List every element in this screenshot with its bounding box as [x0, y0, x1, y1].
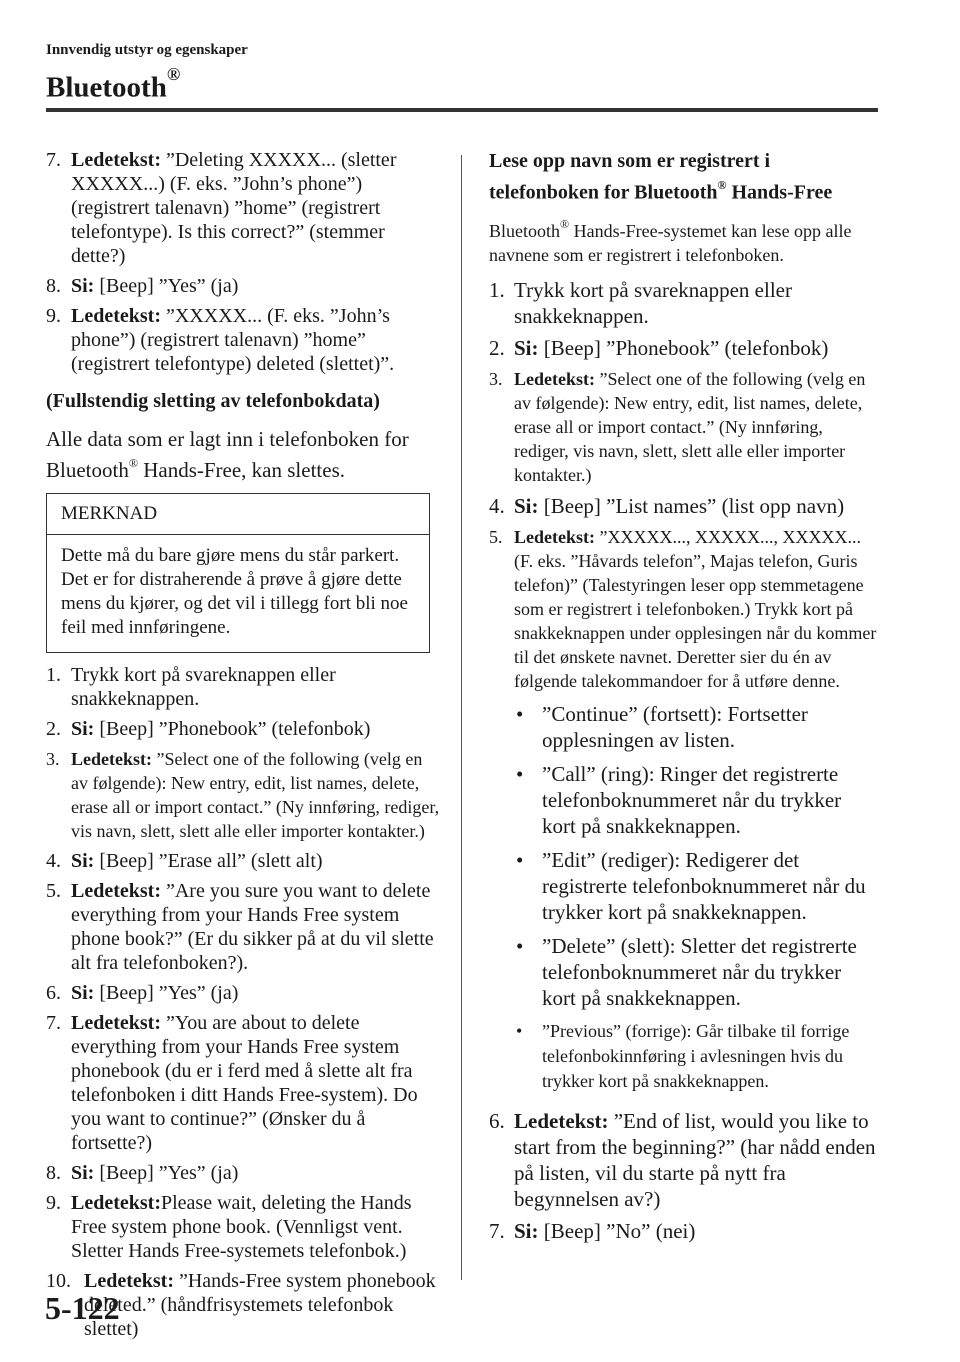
step-item: 7. Ledetekst: ”You are about to delete everything from your Hands Free system phonebook (du er i ferd med å slette alt fra telefonboken i ditt Hands Free-system). Do you want to continue?” (Ønsker du å fortsette?): [46, 1012, 418, 1154]
bullet-item: • ”Delete” (slett): Sletter det registrerte telefonboknummeret når du trykker kort på snakkeknappen.: [516, 933, 857, 1010]
step-item: 5. Ledetekst: ”Are you sure you want to delete everything from your Hands Free system phone book?” (Er du sikker på at du vil slette alt fra telefonboken?).: [46, 880, 434, 974]
step-item: 4. Si: [Beep] ”Erase all” (slett alt): [46, 850, 323, 872]
bullet-item: • ”Call” (ring): Ringer det registrerte telefonboknummeret når du trykker kort på snakkeknappen.: [516, 761, 842, 838]
step-item: 10. Ledetekst: ”Hands-Free system phonebook deleted.” (håndfrisystemets telefonbok slettet): [46, 1270, 436, 1340]
note-title: MERKNAD: [47, 494, 429, 535]
step-item: 1. Trykk kort på svareknappen eller snakkeknappen.: [489, 277, 792, 328]
header-rule: [46, 108, 878, 112]
right-column: [489, 148, 880, 1244]
step-item: 1. Trykk kort på svareknappen eller snakkeknappen.: [46, 664, 336, 710]
bullet-item: • ”Edit” (rediger): Redigerer det registrerte telefonboknummeret når du trykker kort på snakkeknappen.: [516, 847, 866, 924]
subsection-heading: (Fullstendig sletting av telefonbokdata): [46, 390, 380, 412]
intro-paragraph: Bluetooth® Hands-Free-systemet kan lese opp alle navnene som er registrert i telefonboken.: [489, 216, 852, 265]
section-label: Innvendig utstyr og egenskaper: [46, 42, 248, 58]
bullet-item: • ”Previous” (forrige): Går tilbake til forrige telefonbokinnføring i avlesningen hvis du trykker kort på snakkeknappen.: [516, 1020, 850, 1091]
step-item: 2. Si: [Beep] ”Phonebook” (telefonbok): [46, 718, 371, 740]
step-item: 4. Si: [Beep] ”List names” (list opp navn): [489, 493, 845, 518]
subsection-heading: Lese opp navn som er registrert i telefonboken for Bluetooth® Hands-Free: [489, 150, 833, 204]
step-item: 7. Si: [Beep] ”No” (nei): [489, 1218, 696, 1243]
step-item: 2. Si: [Beep] ”Phonebook” (telefonbok): [489, 335, 829, 360]
step-item: 9. Ledetekst:Please wait, deleting the Hands Free system phone book. (Vennligst vent. Sletter Hands Free-systemets telefonbok.): [46, 1192, 412, 1262]
step-item: 8. Si: [Beep] ”Yes” (ja): [46, 275, 239, 297]
step-item: 8. Si: [Beep] ”Yes” (ja): [46, 1162, 239, 1184]
note-text: Dette må du bare gjøre mens du står parkert. Det er for distraherende å prøve å gjøre dette mens du kjører, og det vil i tillegg fort bli noe feil med innføringene.: [61, 545, 408, 638]
step-item: 7. Ledetekst: ”Deleting XXXXX... (sletter XXXXX...) (F. eks. ”John’s phone”) (registrert talenavn) ”home” (registrert telefontype). Is this correct?” (stemmer dette?): [46, 149, 397, 267]
step-item: 9. Ledetekst: ”XXXXX... (F. eks. ”John’s phone”) (registrert talenavn) ”home” (registrert telefontype) deleted (slettet)”.: [46, 305, 395, 375]
step-item: 6. Ledetekst: ”End of list, would you like to start from the beginning?” (har nådd enden på listen, vil du starte på nytt fra begynnelsen av?): [489, 1108, 876, 1211]
left-column: [46, 148, 442, 1341]
bullet-item: • ”Continue” (fortsett): Fortsetter opplesningen av listen.: [516, 701, 808, 752]
step-item: 5. Ledetekst: ”XXXXX..., XXXXX..., XXXXX... (F. eks. ”Håvards telefon”, Majas telefon, Guris telefon)” (Talestyringen leser opp stemmetagene som er registrert i telefonboken.) Trykk kort på snakkeknappen under opplesingen når du kommer til det ønskete navnet. Deretter sier du én av følgende talekommandoer for å utføre denne.: [489, 526, 877, 691]
page-title: Bluetooth®: [46, 64, 181, 104]
note-box: [46, 493, 430, 653]
intro-paragraph: Alle data som er lagt inn i telefonboken for Bluetooth® Hands-Free, kan slettes.: [46, 427, 409, 482]
column-divider: [461, 155, 462, 1280]
page-number: 5-122: [45, 1290, 120, 1326]
registered-mark: ®: [166, 64, 181, 84]
step-item: 6. Si: [Beep] ”Yes” (ja): [46, 982, 239, 1004]
step-item: 3. Ledetekst: ”Select one of the following (velg en av følgende): New entry, edit, list names, delete, erase all or import contact.” (Ny innføring, rediger, vis navn, slett, slett alle eller importer kontakter.): [489, 368, 866, 485]
step-item: 3. Ledetekst: ”Select one of the following (velg en av følgende): New entry, edit, list names, delete, erase all or import contact.” (Ny innføring, rediger, vis navn, slett, slett alle eller importer kontakter.): [46, 749, 440, 841]
